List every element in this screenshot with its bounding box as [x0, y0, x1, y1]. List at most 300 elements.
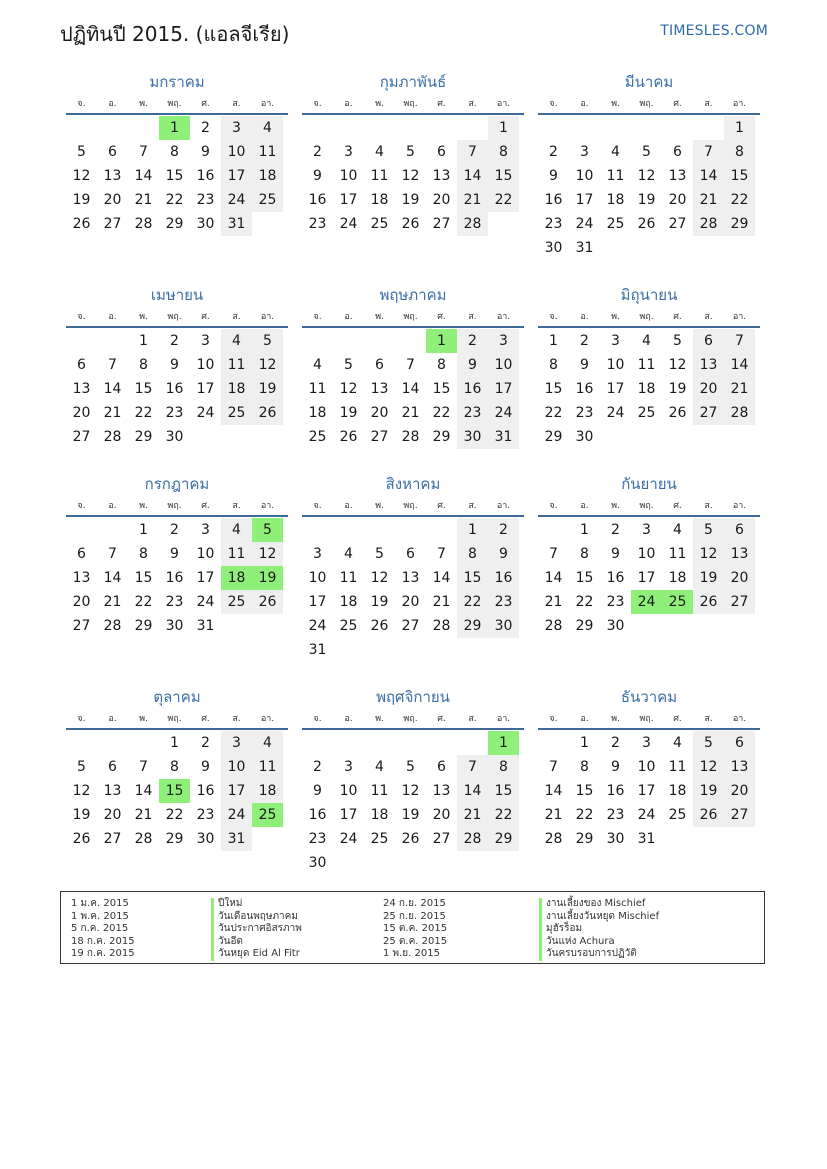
day-cell: 1 [457, 518, 488, 542]
day-cell: 29 [165, 831, 184, 847]
day-cell: 4 [221, 329, 252, 353]
day-cell: 30 [457, 425, 488, 449]
empty-cell [364, 731, 395, 755]
day-grid [538, 115, 760, 260]
day-cell: 5 [375, 546, 384, 562]
day-cell: 9 [170, 357, 179, 373]
day-cell: 3 [313, 546, 322, 562]
legend-holiday-name: งานเลี้ยงวันหยุด Mischief [539, 911, 659, 924]
day-cell: 23 [196, 807, 215, 823]
day-cell: 4 [673, 735, 682, 751]
month-5 [302, 283, 524, 472]
day-grid [538, 730, 760, 851]
day-cell: 30 [196, 216, 215, 232]
day-cell: 23 [575, 405, 594, 421]
day-cell: 16 [196, 168, 215, 184]
day-cell: 1 [724, 116, 755, 140]
day-cell: 6 [437, 144, 446, 160]
day-cell: 24 [637, 807, 656, 823]
empty-cell [128, 731, 159, 755]
weekday-label: จ. [313, 501, 322, 511]
day-cell: 20 [693, 377, 724, 401]
month-name: กุมภาพันธ์ [379, 73, 447, 91]
day-cell: 11 [308, 381, 327, 397]
day-cell: 14 [693, 164, 724, 188]
weekday-label: พ. [139, 501, 148, 511]
weekday-label: อา. [496, 501, 511, 511]
day-cell: 26 [693, 803, 724, 827]
day-cell: 7 [549, 546, 558, 562]
weekday-label: จ. [77, 99, 86, 109]
day-cell: 20 [432, 807, 451, 823]
day-cell: 5 [673, 333, 682, 349]
empty-cell [538, 731, 569, 755]
legend-holiday-name: วันประกาศอิสรภาพ [211, 923, 302, 936]
day-grid [66, 115, 288, 236]
month-name: พฤศจิกายน [376, 688, 450, 706]
day-cell: 13 [432, 783, 451, 799]
weekday-label: ส. [232, 501, 241, 511]
weekday-label: จ. [549, 312, 558, 322]
day-cell: 10 [575, 168, 594, 184]
day-cell: 6 [406, 546, 415, 562]
day-cell: 30 [606, 831, 625, 847]
day-cell: 8 [549, 357, 558, 373]
weekday-header [302, 95, 524, 115]
empty-cell [631, 116, 662, 140]
day-cell: 24 [221, 803, 252, 827]
day-cell: 9 [549, 168, 558, 184]
empty-cell [395, 116, 426, 140]
weekday-header [302, 497, 524, 517]
day-cell: 16 [606, 783, 625, 799]
day-cell: 19 [401, 192, 420, 208]
day-cell: 17 [637, 783, 656, 799]
day-cell: 11 [668, 546, 687, 562]
weekday-label: อา. [260, 501, 275, 511]
weekday-label: อา. [496, 99, 511, 109]
legend-names-column-2 [539, 898, 659, 961]
weekday-label: ส. [232, 312, 241, 322]
day-cell: 29 [134, 618, 153, 634]
day-cell: 2 [170, 522, 179, 538]
empty-cell [302, 731, 333, 755]
weekday-label: พ. [375, 501, 384, 511]
day-cell: 25 [339, 618, 358, 634]
day-cell: 16 [606, 570, 625, 586]
day-cell: 20 [72, 594, 91, 610]
day-cell: 3 [221, 116, 252, 140]
day-cell: 28 [134, 831, 153, 847]
day-cell: 28 [401, 429, 420, 445]
day-cell: 19 [339, 405, 358, 421]
legend-date: 1 พ.ย. 2015 [383, 948, 440, 959]
weekday-label: จ. [77, 501, 86, 511]
day-cell: 15 [165, 168, 184, 184]
empty-cell [302, 329, 333, 353]
day-cell: 26 [370, 618, 389, 634]
weekday-label: อา. [732, 99, 747, 109]
day-cell: 27 [693, 401, 724, 425]
day-cell: 25 [606, 216, 625, 232]
day-cell: 22 [488, 188, 519, 212]
day-cell: 13 [401, 570, 420, 586]
day-cell: 20 [668, 192, 687, 208]
day-cell: 20 [724, 566, 755, 590]
legend-holiday-name: วันเดือนพฤษภาคม [211, 911, 302, 924]
day-cell: 16 [308, 807, 327, 823]
day-cell: 25 [668, 807, 687, 823]
day-cell: 24 [221, 188, 252, 212]
day-cell: 21 [457, 188, 488, 212]
month-name: เมษายน [150, 286, 204, 304]
empty-cell [395, 329, 426, 353]
day-cell: 31 [637, 831, 656, 847]
day-cell: 5 [77, 144, 86, 160]
day-cell: 5 [77, 759, 86, 775]
day-cell: 10 [637, 759, 656, 775]
day-cell: 12 [339, 381, 358, 397]
day-cell: 18 [668, 570, 687, 586]
weekday-label: จ. [549, 99, 558, 109]
day-cell: 20 [724, 779, 755, 803]
weekday-label: พฤ. [639, 312, 654, 322]
day-cell: 1 [426, 329, 457, 353]
day-cell: 25 [662, 590, 693, 614]
day-cell: 22 [575, 807, 594, 823]
day-cell: 13 [72, 381, 91, 397]
day-cell: 28 [432, 618, 451, 634]
day-cell: 10 [308, 570, 327, 586]
day-cell: 15 [575, 783, 594, 799]
day-cell: 23 [196, 192, 215, 208]
day-cell: 3 [201, 522, 210, 538]
day-cell: 12 [72, 168, 91, 184]
day-cell: 10 [488, 353, 519, 377]
weekday-label: ศ. [201, 99, 210, 109]
day-cell: 18 [252, 164, 283, 188]
day-cell: 3 [344, 759, 353, 775]
day-cell: 18 [221, 566, 252, 590]
day-cell: 16 [488, 566, 519, 590]
weekday-label: ศ. [437, 714, 446, 724]
day-cell: 4 [344, 546, 353, 562]
day-cell: 18 [308, 405, 327, 421]
day-cell: 12 [401, 168, 420, 184]
weekday-label: อา. [732, 714, 747, 724]
day-cell: 24 [488, 401, 519, 425]
day-cell: 14 [544, 570, 563, 586]
day-grid [66, 328, 288, 449]
day-cell: 12 [637, 168, 656, 184]
weekday-label: พฤ. [403, 99, 418, 109]
day-cell: 11 [370, 783, 389, 799]
day-cell: 5 [406, 759, 415, 775]
weekday-label: พฤ. [167, 99, 182, 109]
day-cell: 25 [370, 831, 389, 847]
day-cell: 28 [134, 216, 153, 232]
day-cell: 15 [159, 779, 190, 803]
day-cell: 22 [134, 594, 153, 610]
day-cell: 23 [165, 405, 184, 421]
day-cell: 2 [549, 144, 558, 160]
day-cell: 22 [724, 188, 755, 212]
day-cell: 10 [196, 546, 215, 562]
empty-cell [364, 116, 395, 140]
day-cell: 6 [108, 144, 117, 160]
day-cell: 12 [370, 570, 389, 586]
day-cell: 12 [693, 755, 724, 779]
day-cell: 9 [170, 546, 179, 562]
weekday-label: อ. [344, 501, 353, 511]
day-cell: 21 [544, 594, 563, 610]
day-grid [66, 517, 288, 638]
weekday-label: ศ. [201, 714, 210, 724]
empty-cell [364, 518, 395, 542]
day-cell: 8 [139, 357, 148, 373]
month-7 [66, 472, 288, 685]
weekday-label: พ. [139, 99, 148, 109]
empty-cell [426, 518, 457, 542]
weekday-label: อา. [260, 312, 275, 322]
day-cell: 14 [724, 353, 755, 377]
day-cell: 30 [165, 618, 184, 634]
weekday-header [66, 95, 288, 115]
empty-cell [395, 518, 426, 542]
day-cell: 7 [724, 329, 755, 353]
day-cell: 11 [252, 140, 283, 164]
day-cell: 25 [252, 188, 283, 212]
weekday-label: อ. [344, 312, 353, 322]
day-cell: 6 [77, 357, 86, 373]
day-cell: 3 [642, 735, 651, 751]
legend-dates-column-2 [383, 898, 447, 961]
day-cell: 18 [339, 594, 358, 610]
day-cell: 28 [103, 618, 122, 634]
month-4 [66, 283, 288, 472]
site-link[interactable]: TIMESLES.COM [660, 23, 768, 39]
day-cell: 2 [201, 120, 210, 136]
weekday-label: ส. [468, 99, 477, 109]
day-cell: 6 [437, 759, 446, 775]
day-cell: 20 [103, 807, 122, 823]
day-cell: 19 [637, 192, 656, 208]
empty-cell [693, 116, 724, 140]
day-cell: 19 [370, 594, 389, 610]
weekday-label: พฤ. [167, 501, 182, 511]
day-cell: 15 [724, 164, 755, 188]
month-10 [66, 685, 288, 885]
empty-cell [600, 116, 631, 140]
empty-cell [395, 731, 426, 755]
weekday-label: อ. [580, 501, 589, 511]
day-cell: 4 [673, 522, 682, 538]
day-cell: 1 [488, 116, 519, 140]
day-cell: 8 [457, 542, 488, 566]
day-cell: 17 [196, 381, 215, 397]
weekday-label: อ. [344, 714, 353, 724]
day-cell: 24 [339, 831, 358, 847]
day-cell: 3 [642, 522, 651, 538]
month-name: มีนาคม [624, 73, 674, 91]
day-cell: 24 [575, 216, 594, 232]
day-cell: 12 [252, 353, 283, 377]
day-cell: 11 [637, 357, 656, 373]
day-cell: 27 [724, 590, 755, 614]
legend-date: 25 ก.ย. 2015 [383, 910, 446, 922]
day-cell: 2 [457, 329, 488, 353]
day-cell: 12 [693, 542, 724, 566]
month-6 [538, 283, 760, 472]
day-cell: 3 [201, 333, 210, 349]
empty-cell [333, 731, 364, 755]
day-cell: 27 [103, 216, 122, 232]
day-cell: 1 [159, 116, 190, 140]
day-cell: 26 [252, 590, 283, 614]
day-grid [538, 517, 760, 638]
day-cell: 20 [103, 192, 122, 208]
month-name: กรกฎาคม [144, 475, 210, 493]
day-cell: 31 [488, 425, 519, 449]
day-cell: 24 [308, 618, 327, 634]
day-cell: 2 [201, 735, 210, 751]
legend-names-column-1 [211, 898, 302, 961]
day-cell: 25 [370, 216, 389, 232]
weekday-label: อ. [108, 714, 117, 724]
day-cell: 18 [668, 783, 687, 799]
legend-holiday-name: วันอีด [211, 936, 302, 949]
legend-date: 25 ต.ค. 2015 [383, 935, 448, 947]
day-cell: 10 [637, 546, 656, 562]
day-cell: 16 [165, 381, 184, 397]
weekday-label: อา. [496, 312, 511, 322]
day-cell: 15 [134, 381, 153, 397]
month-name: มกราคม [149, 73, 205, 91]
day-cell: 8 [488, 755, 519, 779]
day-cell: 11 [221, 353, 252, 377]
day-cell: 27 [668, 216, 687, 232]
weekday-label: พ. [139, 312, 148, 322]
day-cell: 10 [196, 357, 215, 373]
day-cell: 8 [724, 140, 755, 164]
day-cell: 17 [575, 192, 594, 208]
weekday-label: พฤ. [639, 99, 654, 109]
day-cell: 2 [580, 333, 589, 349]
day-cell: 14 [457, 164, 488, 188]
day-cell: 9 [201, 144, 210, 160]
weekday-label: ส. [704, 99, 713, 109]
day-cell: 10 [606, 357, 625, 373]
weekday-label: อ. [108, 312, 117, 322]
day-cell: 10 [339, 168, 358, 184]
weekday-label: พฤ. [167, 312, 182, 322]
weekday-label: ศ. [201, 312, 210, 322]
weekday-label: พฤ. [167, 714, 182, 724]
day-cell: 4 [375, 144, 384, 160]
day-cell: 4 [642, 333, 651, 349]
weekday-label: ศ. [673, 312, 682, 322]
day-cell: 22 [165, 807, 184, 823]
day-cell: 3 [611, 333, 620, 349]
day-cell: 13 [693, 353, 724, 377]
day-cell: 15 [575, 570, 594, 586]
empty-cell [66, 731, 97, 755]
day-cell: 24 [606, 405, 625, 421]
month-11 [302, 685, 524, 885]
legend-holiday-name: วันแห่ง Achura [539, 936, 659, 949]
legend-holiday-name: มุฮัรร็อม [539, 923, 659, 936]
day-cell: 18 [252, 779, 283, 803]
day-cell: 21 [457, 803, 488, 827]
weekday-label: อ. [108, 501, 117, 511]
day-cell: 14 [432, 570, 451, 586]
day-cell: 20 [370, 405, 389, 421]
legend-date: 19 ก.ค. 2015 [71, 948, 135, 959]
day-cell: 22 [165, 192, 184, 208]
weekday-header [66, 710, 288, 730]
day-cell: 18 [221, 377, 252, 401]
day-cell: 31 [196, 618, 215, 634]
weekday-label: พฤ. [639, 501, 654, 511]
day-cell: 1 [170, 735, 179, 751]
day-cell: 1 [488, 731, 519, 755]
day-cell: 9 [580, 357, 589, 373]
day-cell: 11 [606, 168, 625, 184]
day-cell: 24 [196, 405, 215, 421]
day-cell: 24 [631, 590, 662, 614]
day-cell: 20 [432, 192, 451, 208]
day-cell: 2 [170, 333, 179, 349]
day-cell: 12 [401, 783, 420, 799]
weekday-label: ศ. [201, 501, 210, 511]
day-cell: 2 [313, 144, 322, 160]
weekday-label: พฤ. [403, 714, 418, 724]
day-cell: 8 [580, 759, 589, 775]
day-cell: 2 [611, 735, 620, 751]
day-cell: 2 [611, 522, 620, 538]
day-cell: 7 [139, 144, 148, 160]
weekday-label: จ. [549, 501, 558, 511]
day-cell: 3 [488, 329, 519, 353]
day-cell: 17 [308, 594, 327, 610]
month-name: ตุลาคม [153, 688, 201, 706]
day-cell: 26 [252, 401, 283, 425]
weekday-label: อ. [580, 99, 589, 109]
day-cell: 26 [72, 216, 91, 232]
page-title: ปฏิทินปี 2015. (แอลจีเรีย) [60, 22, 290, 46]
day-cell: 15 [457, 566, 488, 590]
day-cell: 4 [313, 357, 322, 373]
day-cell: 23 [457, 401, 488, 425]
day-cell: 25 [637, 405, 656, 421]
day-cell: 16 [575, 381, 594, 397]
day-cell: 29 [432, 429, 451, 445]
empty-cell [662, 116, 693, 140]
day-cell: 9 [611, 759, 620, 775]
day-cell: 9 [611, 546, 620, 562]
day-cell: 14 [401, 381, 420, 397]
empty-cell [457, 116, 488, 140]
weekday-label: ส. [232, 99, 241, 109]
day-cell: 16 [544, 192, 563, 208]
empty-cell [333, 518, 364, 542]
empty-cell [426, 731, 457, 755]
day-cell: 30 [544, 240, 563, 256]
month-3 [538, 70, 760, 283]
day-cell: 21 [544, 807, 563, 823]
day-cell: 13 [370, 381, 389, 397]
legend-holiday-name: ปีใหม่ [211, 898, 302, 911]
